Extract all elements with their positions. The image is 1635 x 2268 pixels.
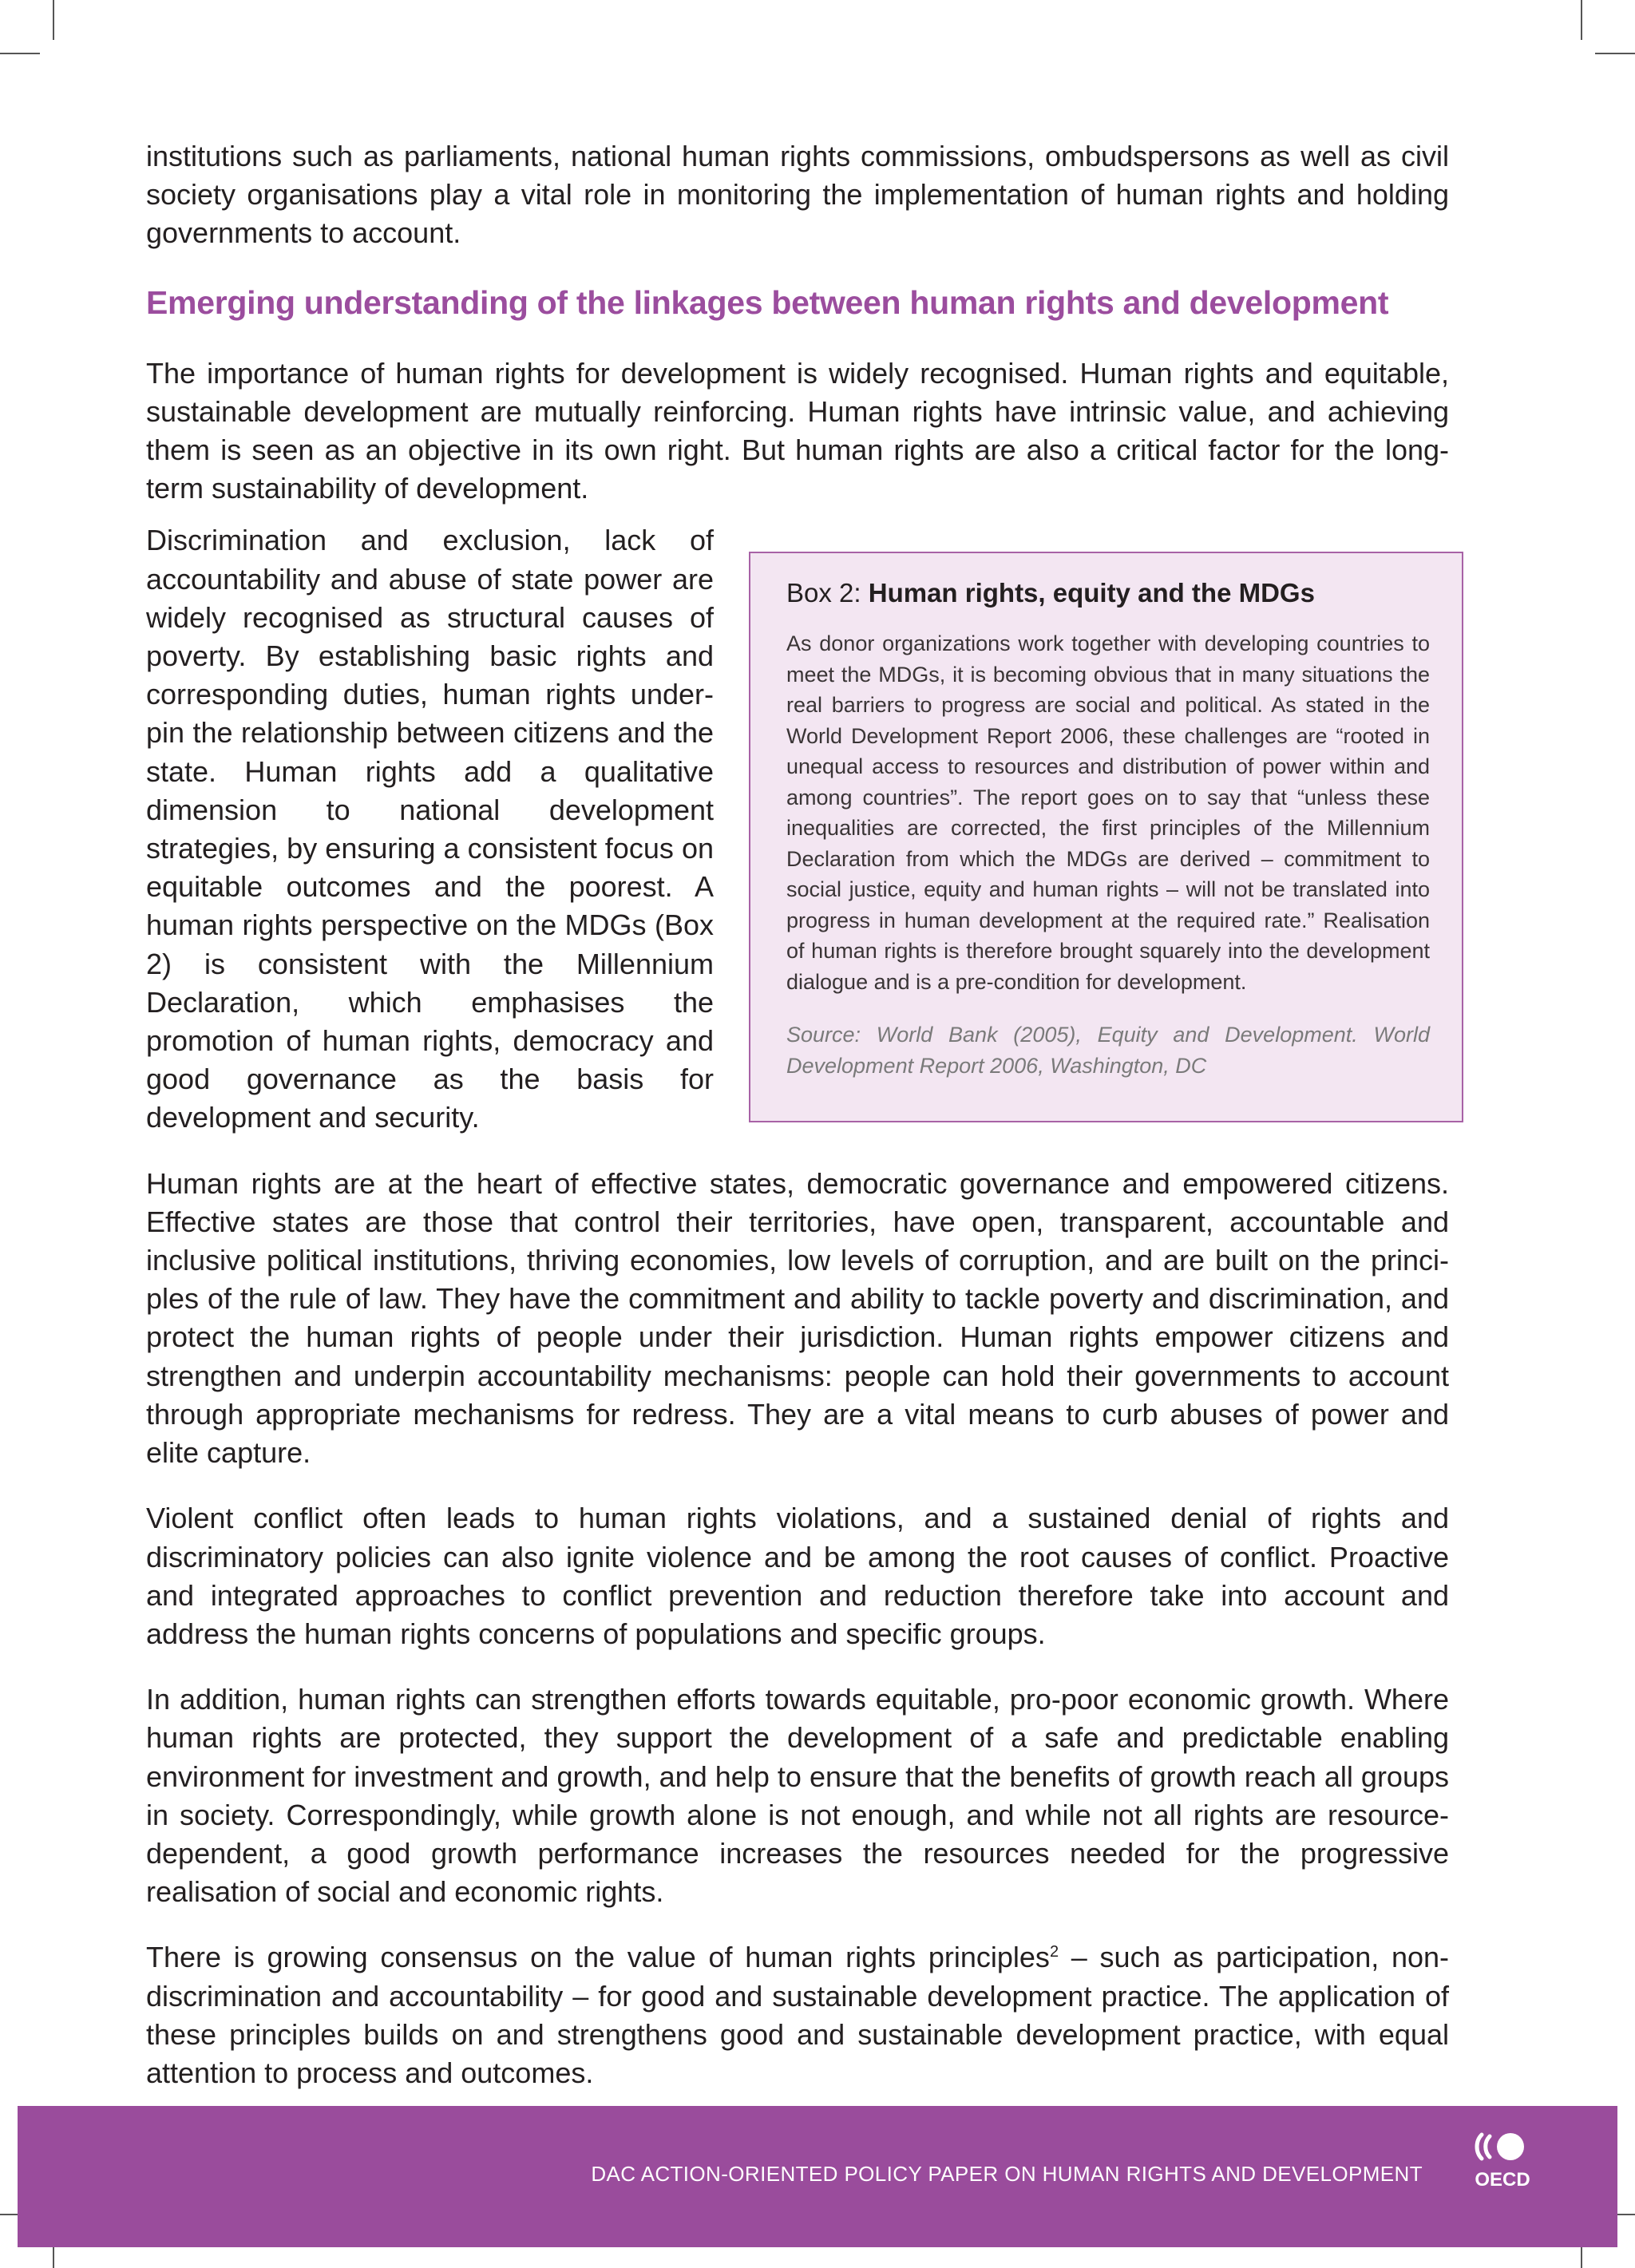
footer-band <box>18 2106 1617 2247</box>
box-2 <box>749 552 1463 1122</box>
box-title-text: Human rights, equity and the MDGs <box>868 578 1315 608</box>
crop-mark <box>1595 53 1635 54</box>
oecd-logo <box>1471 2130 1534 2194</box>
body-paragraph: In addition, human rights can strengthen efforts towards equitable, pro-poor economic growth. Where human rights are protected, they support the development of a safe and predictable enabling environment for investment and growth, and help to ensure that the benefits of growth reach all groups in society. Correspondingly, while growth alone is not enough, and while not all rights are resource-dependent, a good growth performance increases the resources needed for the progressive realisation of social and economic rights. <box>146 1683 1449 1909</box>
body-paragraph: Discrimination and exclusion, lack of accountability and abuse of state power are widely recognised as structural causes of poverty. By establishing basic rights and corresponding duties, human rights underpin the relationship between citizens and the state. Human rights add a qualitative dimension to national development strategies, by ensuring a consistent focus on equitable outcomes and the poorest. A human rights perspective on the MDGs (Box 2) is consistent with the Millennium Declaration, which emphasises the promotion of human rights, democracy and good governance as the basis for development and security. <box>146 524 714 1134</box>
footnote-ref[interactable]: 2 <box>1049 1943 1059 1961</box>
para6-text: There is growing consensus on the value of human rights principles <box>146 1941 1050 1974</box>
crop-mark <box>1581 0 1582 40</box>
body-paragraph: The importance of human rights for development is widely recognised. Human rights and equitable, sustainable development are mutually reinforcing. Human rights have intrinsic value, and achieving them is seen as an objective in its own right. But human rights are also a critical factor for the long-term sustainability of development. <box>146 356 1449 505</box>
oecd-logo-icon <box>1471 2130 1534 2194</box>
box-title <box>786 576 1430 611</box>
page-content <box>146 137 1449 2106</box>
intro-paragraph: institutions such as parliaments, national human rights commissions, ombudspersons as well as civil society organisations play a vital role in monitoring the implementation of human rights and holding governments to account. <box>146 140 1449 250</box>
body-paragraph <box>146 1938 1449 2092</box>
body-paragraph: Human rights are at the heart of effective states, democratic governance and empowered citizens. Effective states are those that control their territories, have open, transparent, accountable and inclusive political institutions, thriving economies, low levels of corruption, and are built on the principles of the rule of law. They have the commitment and ability to tackle poverty and discrimination, and protect the human rights of people under their jurisdiction. Human rights empower citizens and strengthen and underpin accountability mechanisms: people can hold their governments to account through appropriate mechanisms for redress. They are a vital means to curb abuses of power and elite capture. <box>146 1166 1449 1470</box>
box-body: As donor organizations work together with developing countries to meet the MDGs, it is becoming obvious that in many situations the real barriers to progress are social and political. As stated in the World Development Report 2006, these challenges are “rooted in unequal access to resources and distribution of power within and among countries”. The report goes on to say that “unless these inequalities are corrected, the first principles of the Millennium Declaration from which the MDGs are derived – commitment to social justice, equity and human rights – will not be translated into progress in human development at the required rate.” Realisation of human rights is therefore brought squarely into the development dialogue and is a pre-condition for development. <box>786 631 1430 994</box>
para6-text: – such as participation, non-discrimination and accountability – for good and sustainable development practice. The application of these principles builds on and strengthens good and sustainable development practice, with equal attention to process and outcomes. <box>146 1941 1449 2089</box>
oecd-logo-text: OECD <box>1475 2169 1530 2191</box>
section-heading: Emerging understanding of the linkages between human rights and development <box>146 283 1389 321</box>
body-paragraph: Violent conflict often leads to human rights violations, and a sustained denial of rights and discriminatory policies can also ignite violence and be among the root causes of conflict. Proactive and integrated approaches to conflict prevention and reduction therefore take into account and address the human rights concerns of populations and specific groups. <box>146 1502 1449 1650</box>
box-label: Box 2: <box>786 578 861 608</box>
crop-mark <box>0 53 40 54</box>
crop-mark <box>53 0 54 40</box>
footer-title: DAC ACTION-ORIENTED POLICY PAPER ON HUMAN RIGHTS AND DEVELOPMENT <box>591 2162 1423 2186</box>
box-source: Source: World Bank (2005), Equity and Development. World Development Report 2006, Washington, DC <box>786 1023 1430 1078</box>
